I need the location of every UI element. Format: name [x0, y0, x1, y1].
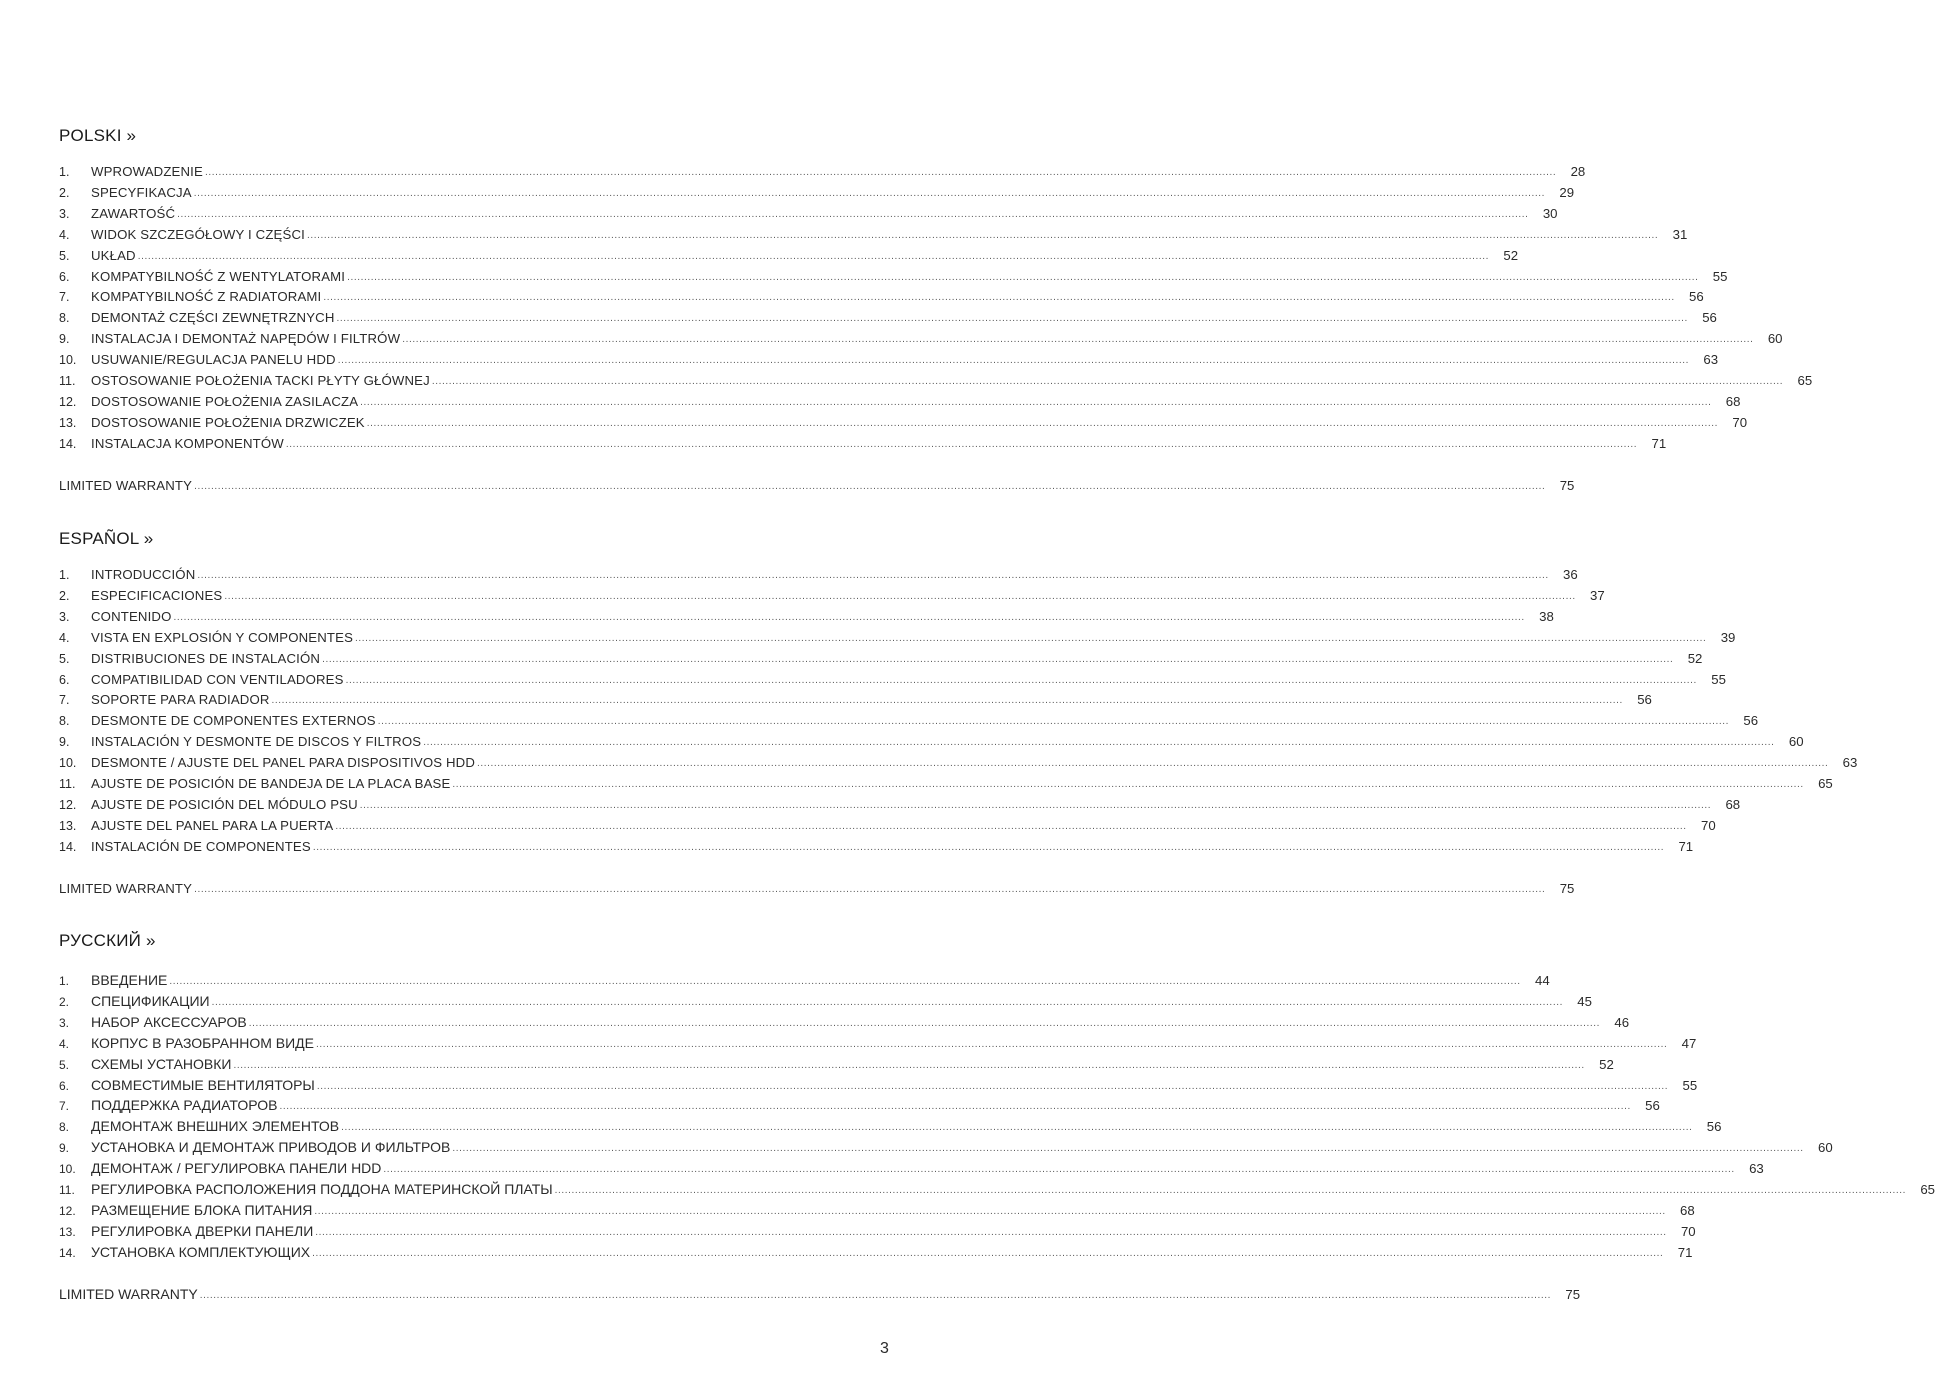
- toc-entry[interactable]: [59, 585, 1605, 606]
- entry-number: 6.: [59, 672, 70, 687]
- toc-entry[interactable]: [59, 1116, 1722, 1137]
- entry-number: 13.: [59, 415, 77, 430]
- entry-title: СОВМЕСТИМЫЕ ВЕНТИЛЯТОРЫ: [91, 1076, 315, 1093]
- section-polski: [59, 125, 1813, 493]
- entry-title: WPROWADZENIE: [91, 164, 203, 179]
- entry-title: ESPECIFICACIONES: [91, 587, 223, 603]
- entry-page-number: 56: [1637, 692, 1652, 708]
- entry-number: 13.: [59, 818, 77, 833]
- entry-number: 9.: [59, 735, 70, 750]
- entry-number: 8.: [59, 1120, 70, 1135]
- entry-title: DEMONTAŻ CZĘŚCI ZEWNĘTRZNYCH: [91, 310, 335, 326]
- entry-number: 10.: [59, 353, 77, 368]
- toc-entry[interactable]: [59, 627, 1736, 648]
- entry-page-number: 70: [1680, 1223, 1696, 1239]
- entry-page-number: 56: [1706, 1119, 1722, 1135]
- entry-page-number: 29: [1559, 184, 1575, 200]
- entry-title: DESMONTE / AJUSTE DEL PANEL PARA DISPOSITIVOS HDD: [91, 755, 476, 771]
- dot-leader: ................................................................................................................................................................................................................................................................................................................................................................................................................: [347, 271, 1699, 283]
- entry-title: НАБОР АКСЕССУАРОВ: [91, 1013, 247, 1030]
- entry-number: 2.: [59, 588, 70, 603]
- entry-title: INSTALACJA KOMPONENTÓW: [91, 435, 284, 451]
- entry-title: SOPORTE PARA RADIADOR: [91, 692, 270, 708]
- dot-leader: ................................................................................................................................................................................................................................................................................................................................................................................................................: [335, 820, 1687, 832]
- toc-entry[interactable]: [59, 349, 1719, 370]
- entry-number: 11.: [59, 1183, 75, 1197]
- entry-page-number: 39: [1720, 629, 1736, 645]
- entry-page-number: 47: [1681, 1035, 1697, 1051]
- entry-number: 1.: [59, 165, 70, 179]
- entry-title: AJUSTE DE POSICIÓN DEL MÓDULO PSU: [91, 796, 358, 812]
- toc-entry[interactable]: [59, 991, 1592, 1012]
- entry-title: ДЕМОНТАЖ / РЕГУЛИРОВКА ПАНЕЛИ HDD: [91, 1160, 382, 1177]
- entry-page-number: 37: [1590, 587, 1605, 603]
- entry-title: AJUSTE DE POSICIÓN DE BANDEJA DE LA PLACA BASE: [91, 776, 451, 791]
- section-title: POLSKI »: [59, 126, 137, 145]
- toc-entry[interactable]: [59, 1012, 1630, 1033]
- entry-number: 14.: [59, 839, 77, 854]
- dot-leader: ................................................................................................................................................................................................................................................................................................................................................................................................................: [204, 167, 1557, 178]
- toc-entry[interactable]: [59, 328, 1783, 349]
- toc-entry[interactable]: [59, 1221, 1696, 1242]
- dot-leader: ................................................................................................................................................................................................................................................................................................................................................................................................................: [323, 292, 1675, 304]
- entry-number: 7.: [59, 693, 70, 708]
- entry-number: 11.: [59, 777, 76, 791]
- dot-leader: ................................................................................................................................................................................................................................................................................................................................................................................................................: [271, 695, 1623, 707]
- entry-page-number: 60: [1788, 734, 1804, 750]
- entry-title: KOMPATYBILNOŚĆ Z RADIATORAMI: [91, 289, 322, 305]
- toc-entry[interactable]: [59, 689, 1652, 710]
- entry-title: LIMITED WARRANTY: [59, 880, 193, 896]
- entry-title: OSTOSOWANIE POŁOŻENIA TACKI PŁYTY GŁÓWNEJ: [91, 373, 430, 388]
- dot-leader: ................................................................................................................................................................................................................................................................................................................................................................................................................: [137, 250, 1490, 262]
- entry-page-number: 46: [1614, 1014, 1630, 1030]
- entry-title: INSTALACIÓN DE COMPONENTES: [91, 838, 311, 854]
- entry-page-number: 56: [1645, 1098, 1660, 1114]
- toc-entry[interactable]: [59, 1137, 1833, 1158]
- entry-page-number: 60: [1817, 1140, 1833, 1156]
- entry-title: УСТАНОВКА И ДЕМОНТАЖ ПРИВОДОВ И ФИЛЬТРОВ: [91, 1139, 451, 1156]
- dot-leader: ................................................................................................................................................................................................................................................................................................................................................................................................................: [336, 313, 1688, 325]
- entry-page-number: 63: [1703, 352, 1719, 368]
- entry-page-number: 52: [1599, 1056, 1614, 1072]
- entry-page-number: 71: [1651, 435, 1667, 451]
- entry-number: 6.: [59, 269, 70, 284]
- entry-number: 7.: [59, 290, 70, 305]
- dot-leader: ................................................................................................................................................................................................................................................................................................................................................................................................................: [173, 611, 1525, 623]
- toc-entry[interactable]: [59, 412, 1748, 433]
- entry-page-number: 31: [1672, 226, 1688, 242]
- entry-page-number: 68: [1725, 796, 1741, 812]
- toc-entry[interactable]: [59, 391, 1741, 412]
- entry-title: УСТАНОВКА КОМПЛЕКТУЮЩИХ: [91, 1243, 311, 1260]
- entry-page-number: 65: [1818, 776, 1833, 791]
- page-number: 3: [880, 1340, 889, 1357]
- dot-leader: ................................................................................................................................................................................................................................................................................................................................................................................................................: [452, 779, 1804, 790]
- dot-leader: ................................................................................................................................................................................................................................................................................................................................................................................................................: [341, 1122, 1693, 1134]
- entry-number: 14.: [59, 1245, 76, 1260]
- toc-entry[interactable]: [59, 970, 1550, 991]
- entry-title: KOMPATYBILNOŚĆ Z WENTYLATORAMI: [91, 268, 346, 284]
- entry-number: 1.: [59, 568, 70, 582]
- dot-leader: ................................................................................................................................................................................................................................................................................................................................................................................................................: [197, 570, 1549, 581]
- entry-title: DOSTOSOWANIE POŁOŻENIA ZASILACZA: [91, 393, 359, 409]
- entry-page-number: 68: [1680, 1202, 1695, 1218]
- entry-title: INSTALACJA I DEMONTAŻ NAPĘDÓW I FILTRÓW: [91, 331, 401, 347]
- entry-title: LIMITED WARRANTY: [59, 1285, 198, 1302]
- entry-page-number: 45: [1577, 993, 1592, 1009]
- entry-number: 3.: [59, 206, 70, 221]
- entry-title: WIDOK SZCZEGÓŁOWY I CZĘŚCI: [91, 226, 305, 242]
- toc-entry[interactable]: [59, 245, 1519, 266]
- entry-number: 12.: [59, 1203, 76, 1218]
- dot-leader: ................................................................................................................................................................................................................................................................................................................................................................................................................: [177, 208, 1529, 220]
- entry-title: КОРПУС В РАЗОБРАННОМ ВИДЕ: [91, 1034, 314, 1051]
- entry-title: CONTENIDO: [91, 608, 172, 624]
- entry-title: ZAWARTOŚĆ: [91, 205, 176, 221]
- entry-number: 5.: [59, 1057, 70, 1072]
- section-espanol: [59, 528, 1858, 896]
- dot-leader: ................................................................................................................................................................................................................................................................................................................................................................................................................: [355, 632, 1707, 644]
- entry-title: ПОДДЕРЖКА РАДИАТОРОВ: [91, 1097, 278, 1114]
- entry-page-number: 71: [1677, 1244, 1693, 1260]
- entry-title: VISTA EN EXPLOSIÓN Y COMPONENTES: [91, 629, 354, 645]
- dot-leader: ................................................................................................................................................................................................................................................................................................................................................................................................................: [477, 758, 1829, 770]
- toc-entry[interactable]: [59, 1242, 1693, 1263]
- toc-entry[interactable]: [59, 1179, 1935, 1200]
- entry-page-number: 28: [1570, 164, 1586, 179]
- entry-number: 9.: [59, 1141, 70, 1156]
- toc-entry[interactable]: [59, 669, 1726, 690]
- toc-entry[interactable]: [59, 224, 1688, 245]
- toc-entry[interactable]: [59, 1075, 1698, 1096]
- toc-entry[interactable]: [59, 161, 1586, 182]
- entry-title: UKŁAD: [91, 247, 136, 263]
- entry-page-number: 56: [1743, 713, 1759, 729]
- toc-entry[interactable]: [59, 1158, 1764, 1179]
- entry-title: DOSTOSOWANIE POŁOŻENIA DRZWICZEK: [91, 414, 365, 430]
- entry-page-number: 52: [1503, 247, 1519, 263]
- entry-page-number: 70: [1701, 817, 1716, 833]
- dot-leader: ................................................................................................................................................................................................................................................................................................................................................................................................................: [312, 1247, 1664, 1259]
- dot-leader: ................................................................................................................................................................................................................................................................................................................................................................................................................: [306, 229, 1659, 241]
- toc-entry[interactable]: [59, 836, 1694, 857]
- dot-leader: ................................................................................................................................................................................................................................................................................................................................................................................................................: [316, 1080, 1669, 1092]
- entry-page-number: 75: [1559, 880, 1575, 896]
- entry-title: ВВЕДЕНИЕ: [91, 972, 168, 988]
- dot-leader: ................................................................................................................................................................................................................................................................................................................................................................................................................: [248, 1017, 1601, 1029]
- entry-page-number: 55: [1711, 671, 1726, 687]
- entry-number: 11.: [59, 374, 76, 388]
- dot-leader: ................................................................................................................................................................................................................................................................................................................................................................................................................: [337, 355, 1690, 367]
- toc-entry[interactable]: [59, 794, 1741, 815]
- dot-leader: ................................................................................................................................................................................................................................................................................................................................................................................................................: [199, 1289, 1552, 1301]
- entry-page-number: 65: [1797, 373, 1813, 388]
- entry-page-number: 70: [1732, 414, 1748, 430]
- toc-entry[interactable]: [59, 1200, 1695, 1221]
- dot-leader: ................................................................................................................................................................................................................................................................................................................................................................................................................: [233, 1059, 1585, 1071]
- toc-entry[interactable]: [59, 731, 1804, 752]
- entry-title: AJUSTE DEL PANEL PARA LA PUERTA: [91, 817, 334, 833]
- section-title: ESPAÑOL »: [59, 529, 154, 548]
- entry-title: СХЕМЫ УСТАНОВКИ: [91, 1055, 232, 1072]
- warranty-entry[interactable]: [59, 475, 1575, 496]
- dot-leader: ................................................................................................................................................................................................................................................................................................................................................................................................................: [554, 1185, 1906, 1196]
- entry-title: СПЕЦИФИКАЦИИ: [91, 992, 210, 1009]
- entry-number: 6.: [59, 1078, 70, 1093]
- dot-leader: ................................................................................................................................................................................................................................................................................................................................................................................................................: [359, 799, 1712, 811]
- toc-entry[interactable]: [59, 1054, 1614, 1075]
- entry-page-number: 30: [1542, 205, 1558, 221]
- dot-leader: ................................................................................................................................................................................................................................................................................................................................................................................................................: [316, 1038, 1668, 1050]
- section-title: РУССКИЙ »: [59, 931, 156, 950]
- entry-title: INSTALACIÓN Y DESMONTE DE DISCOS Y FILTROS: [91, 734, 422, 750]
- toc-entry[interactable]: [59, 773, 1833, 794]
- dot-leader: ................................................................................................................................................................................................................................................................................................................................................................................................................: [224, 590, 1576, 602]
- entry-page-number: 44: [1535, 973, 1550, 988]
- dot-leader: ................................................................................................................................................................................................................................................................................................................................................................................................................: [279, 1101, 1631, 1113]
- toc-entry[interactable]: [59, 370, 1813, 391]
- entry-number: 3.: [59, 609, 70, 624]
- entry-number: 8.: [59, 311, 70, 326]
- entry-page-number: 60: [1767, 331, 1783, 347]
- entry-number: 5.: [59, 248, 70, 263]
- entry-page-number: 71: [1678, 838, 1694, 854]
- entry-page-number: 56: [1689, 289, 1704, 305]
- entry-title: РЕГУЛИРОВКА ДВЕРКИ ПАНЕЛИ: [91, 1222, 314, 1239]
- entry-page-number: 65: [1920, 1182, 1935, 1197]
- toc-entry[interactable]: [59, 266, 1728, 287]
- entry-number: 7.: [59, 1099, 70, 1114]
- entry-number: 3.: [59, 1015, 70, 1030]
- entry-title: COMPATIBILIDAD CON VENTILADORES: [91, 671, 344, 687]
- entry-page-number: 63: [1842, 755, 1858, 771]
- dot-leader: ................................................................................................................................................................................................................................................................................................................................................................................................................: [314, 1205, 1666, 1217]
- entry-title: РЕГУЛИРОВКА РАСПОЛОЖЕНИЯ ПОДДОНА МАТЕРИНСКОЙ ПЛАТЫ: [91, 1181, 553, 1197]
- entry-page-number: 75: [1559, 477, 1575, 493]
- toc-entry[interactable]: [59, 203, 1558, 224]
- dot-leader: ................................................................................................................................................................................................................................................................................................................................................................................................................: [315, 1226, 1667, 1238]
- toc-entry[interactable]: [59, 1095, 1660, 1116]
- toc-entry[interactable]: [59, 182, 1575, 203]
- entry-number: 10.: [59, 756, 77, 771]
- entry-number: 14.: [59, 436, 77, 451]
- entry-page-number: 68: [1725, 393, 1741, 409]
- entry-number: 4.: [59, 227, 70, 242]
- entry-number: 4.: [59, 1036, 70, 1051]
- toc-entry[interactable]: [59, 433, 1667, 454]
- toc-entry[interactable]: [59, 710, 1759, 731]
- entry-page-number: 55: [1712, 268, 1728, 284]
- toc-entry[interactable]: [59, 1033, 1697, 1054]
- entry-title: DESMONTE DE COMPONENTES EXTERNOS: [91, 713, 376, 729]
- entry-number: 12.: [59, 797, 77, 812]
- entry-number: 2.: [59, 185, 70, 200]
- entry-page-number: 56: [1702, 310, 1717, 326]
- entry-title: РАЗМЕЩЕНИЕ БЛОКА ПИТАНИЯ: [91, 1201, 313, 1218]
- dot-leader: ................................................................................................................................................................................................................................................................................................................................................................................................................: [345, 674, 1697, 686]
- dot-leader: ................................................................................................................................................................................................................................................................................................................................................................................................................: [452, 1143, 1804, 1155]
- toc-entry[interactable]: [59, 606, 1554, 627]
- entry-title: LIMITED WARRANTY: [59, 477, 193, 493]
- section-russian: [59, 930, 1935, 1302]
- toc-entry[interactable]: [59, 648, 1703, 669]
- dot-leader: ................................................................................................................................................................................................................................................................................................................................................................................................................: [366, 417, 1719, 429]
- entry-number: 5.: [59, 651, 70, 666]
- dot-leader: ................................................................................................................................................................................................................................................................................................................................................................................................................: [169, 976, 1521, 987]
- entry-title: DISTRIBUCIONES DE INSTALACIÓN: [91, 650, 321, 666]
- warranty-entry[interactable]: [59, 878, 1575, 899]
- entry-page-number: 75: [1565, 1286, 1581, 1302]
- dot-leader: ................................................................................................................................................................................................................................................................................................................................................................................................................: [423, 737, 1775, 749]
- dot-leader: ................................................................................................................................................................................................................................................................................................................................................................................................................: [285, 438, 1638, 450]
- toc-entry[interactable]: [59, 564, 1578, 585]
- dot-leader: ................................................................................................................................................................................................................................................................................................................................................................................................................: [194, 883, 1546, 895]
- entry-title: INTRODUCCIÓN: [91, 567, 196, 582]
- entry-title: USUWANIE/REGULACJA PANELU HDD: [91, 352, 336, 368]
- toc-entry[interactable]: [59, 815, 1716, 836]
- entry-page-number: 55: [1682, 1077, 1698, 1093]
- dot-leader: ................................................................................................................................................................................................................................................................................................................................................................................................................: [431, 376, 1784, 387]
- entry-number: 10.: [59, 1162, 76, 1177]
- entry-title: ДЕМОНТАЖ ВНЕШНИХ ЭЛЕМЕНТОВ: [91, 1118, 340, 1135]
- dot-leader: ................................................................................................................................................................................................................................................................................................................................................................................................................: [377, 716, 1730, 728]
- dot-leader: ................................................................................................................................................................................................................................................................................................................................................................................................................: [193, 187, 1546, 199]
- entry-number: 12.: [59, 394, 77, 409]
- entry-page-number: 36: [1563, 567, 1578, 582]
- toc-entry[interactable]: [59, 307, 1717, 328]
- entry-number: 8.: [59, 714, 70, 729]
- entry-number: 2.: [59, 994, 70, 1009]
- dot-leader: ................................................................................................................................................................................................................................................................................................................................................................................................................: [402, 334, 1754, 346]
- dot-leader: ................................................................................................................................................................................................................................................................................................................................................................................................................: [312, 841, 1665, 853]
- dot-leader: ................................................................................................................................................................................................................................................................................................................................................................................................................: [211, 996, 1563, 1008]
- dot-leader: ................................................................................................................................................................................................................................................................................................................................................................................................................: [383, 1164, 1735, 1176]
- dot-leader: ................................................................................................................................................................................................................................................................................................................................................................................................................: [194, 480, 1546, 492]
- entry-number: 1.: [59, 974, 70, 988]
- dot-leader: ................................................................................................................................................................................................................................................................................................................................................................................................................: [360, 396, 1712, 408]
- entry-number: 9.: [59, 332, 70, 347]
- entry-page-number: 52: [1687, 650, 1703, 666]
- entry-page-number: 38: [1539, 608, 1554, 624]
- dot-leader: ................................................................................................................................................................................................................................................................................................................................................................................................................: [322, 653, 1674, 665]
- entry-number: 4.: [59, 630, 70, 645]
- toc-entry[interactable]: [59, 752, 1858, 773]
- warranty-entry[interactable]: [59, 1284, 1581, 1305]
- toc-entry[interactable]: [59, 286, 1704, 307]
- entry-number: 13.: [59, 1224, 76, 1239]
- entry-title: SPECYFIKACJA: [91, 184, 192, 200]
- entry-page-number: 63: [1749, 1161, 1764, 1177]
